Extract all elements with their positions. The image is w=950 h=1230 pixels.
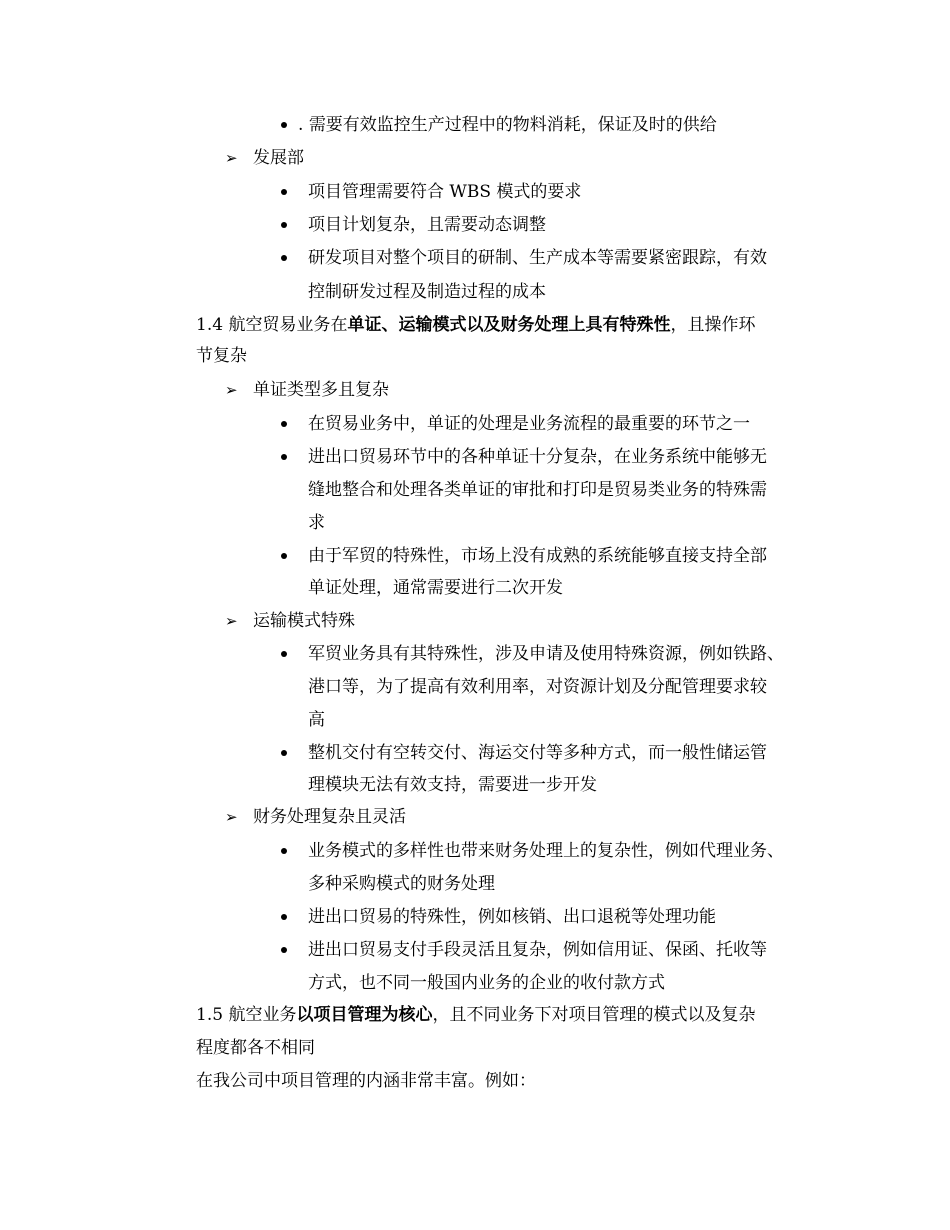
list-item-continuation: 理模块无法有效支持，需要进一步开发 [308, 775, 597, 795]
bullet-icon [281, 914, 287, 920]
subheading: 财务处理复杂且灵活 [253, 807, 406, 827]
arrow-bullet-icon: ➢ [225, 612, 238, 630]
bullet-icon [281, 848, 287, 854]
subheading: 发展部 [253, 148, 304, 168]
list-item: 进出口贸易支付手段灵活且复杂，例如信用证、保函、托收等 [308, 940, 767, 960]
list-item-continuation: 单证处理，通常需要进行二次开发 [308, 578, 563, 598]
list-item: 在贸易业务中，单证的处理是业务流程的最重要的环节之一 [308, 414, 750, 434]
bullet-icon [281, 222, 287, 228]
section-heading-1-5: 1.5 航空业务以项目管理为核心，且不同业务下对项目管理的模式以及复杂 [196, 1005, 756, 1025]
section-heading-1-4-line2: 节复杂 [196, 346, 247, 366]
bullet-icon [281, 255, 287, 261]
bullet-icon [281, 122, 287, 128]
bullet-icon [281, 421, 287, 427]
list-item: 业务模式的多样性也带来财务处理上的复杂性，例如代理业务、 [308, 841, 784, 861]
list-item-continuation: 方式，也不同一般国内业务的企业的收付款方式 [308, 973, 665, 993]
list-item-continuation: 缝地整合和处理各类单证的审批和打印是贸易类业务的特殊需 [308, 480, 767, 500]
list-item: . 需要有效监控生产过程中的物料消耗，保证及时的供给 [298, 115, 717, 135]
section-heading-1-4: 1.4 航空贸易业务在单证、运输模式以及财务处理上具有特殊性，且操作环 [196, 315, 756, 335]
bullet-icon [281, 189, 287, 195]
list-item: 由于军贸的特殊性，市场上没有成熟的系统能够直接支持全部 [308, 546, 767, 566]
arrow-bullet-icon: ➢ [225, 381, 238, 399]
subheading: 单证类型多且复杂 [253, 380, 389, 400]
list-item: 项目计划复杂，且需要动态调整 [308, 215, 546, 235]
list-item-continuation: 港口等，为了提高有效利用率，对资源计划及分配管理要求较 [308, 677, 767, 697]
bullet-icon [281, 947, 287, 953]
list-item: 进出口贸易环节中的各种单证十分复杂，在业务系统中能够无 [308, 447, 767, 467]
list-item: 整机交付有空转交付、海运交付等多种方式，而一般性储运管 [308, 743, 767, 763]
bullet-icon [281, 651, 287, 657]
arrow-bullet-icon: ➢ [225, 149, 238, 167]
subheading: 运输模式特殊 [253, 611, 355, 631]
bullet-icon [281, 553, 287, 559]
list-item: 研发项目对整个项目的研制、生产成本等需要紧密跟踪，有效 [308, 248, 767, 268]
section-heading-1-5-line2: 程度都各不相同 [196, 1038, 315, 1058]
list-item: 项目管理需要符合 WBS 模式的要求 [308, 182, 582, 202]
bullet-icon [281, 750, 287, 756]
list-item-continuation: 多种采购模式的财务处理 [308, 874, 495, 894]
list-item-continuation: 高 [308, 710, 325, 730]
list-item-continuation: 求 [308, 513, 325, 533]
list-item: 进出口贸易的特殊性，例如核销、出口退税等处理功能 [308, 907, 716, 927]
list-item-continuation: 控制研发过程及制造过程的成本 [308, 282, 546, 302]
list-item: 军贸业务具有其特殊性，涉及申请及使用特殊资源，例如铁路、 [308, 644, 784, 664]
paragraph: 在我公司中项目管理的内涵非常丰富。例如： [196, 1071, 536, 1091]
arrow-bullet-icon: ➢ [225, 808, 238, 826]
bullet-icon [281, 454, 287, 460]
